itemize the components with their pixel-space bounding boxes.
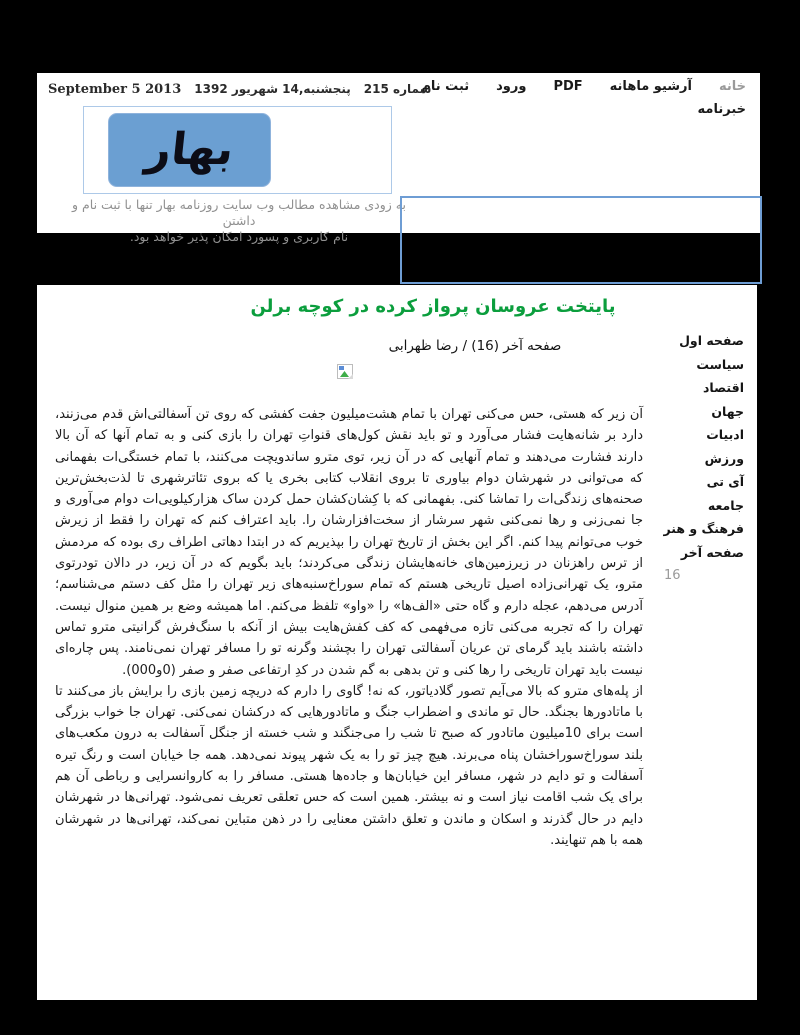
sidebar-item-front-page[interactable]: صفحه اول — [679, 333, 744, 348]
date-bar — [48, 82, 431, 97]
date-persian: پنجشنبه,14 شهریور 1392 — [194, 82, 351, 96]
article-paragraph: آن زیر که هستی، حس می‌کنی تهران با تمام هشت‌میلیون جفت کفشی که روی تن آسفالتی‌اش قدم می‌زنند، دارد بر شانه‌هایت فشار می‌آورد و تو باید نقش کول‌های قنواتِ تهران را بازی کنی و به تمام آنها که آن بالا دارند فشارت می‌دهند و تمام آنهایی که در آن زیر، توی مترو ساندویچت می‌کنند، با تمام خستگی‌ات بفهمانی که می‌توانی در شهرشان دوام بیاوری تا بروی انقلاب کتابی بخری یا که بروی تئاترشهری تا لذت‌بخش‌ترین صحنه‌های زندگی‌ات را تماشا کنی. بفهمانی که با کِشان‌کشان حمل کردن ساک هزارکیلویی‌ات دوام می‌آوری و جا نمی‌زنی و رها نمی‌کنی شهر سرشار از سخت‌افزارشان را. باید اعتراف کنم که تهران را فقط از زیرش خوب می‌توانم پیدا کنم. اگر این بخش از تاریخ تهران را بپذیریم که در ابتدا دهاتی اطراف ری بوده که مردمش از ترس راهزنان در زیرزمین‌های خانه‌هایشان زندگی می‌کردند؛ باید بگویم که در آن زیر، در دالان تودرتوی مترو، یک تهرانی‌زاده اصیل تاریخی هستم که تمام سوراخ‌سنبه‌های زیر تهران را مثل کف دستم می‌شناسم؛ آدرس می‌دهم، عجله دارم و گاه حتی «الف‌ها» را «واو» تلفظ می‌کنم. اما همیشه وضع بر همین منوال نیست. تهران را که تجربه می‌کنی تازه می‌فهمی که کف کفش‌هایت بیش از آنکه با سنگ‌فرش گرانیتی مترو تماس داشته باشند باید گرمای تن عریان آسفالتی تهران را بچشند وگرنه تو را مسافر تهران نمی‌نامند. پس چاره‌ای نیست باید تهران تاریخی را رها کنی و تن بدهی به گم شدن در کدِ ارتفاعی صفر و صفر (0و000). — [55, 407, 643, 678]
sidebar-page-number: 16 — [664, 568, 681, 583]
empty-overlay-frame — [400, 196, 762, 284]
registration-notice-line1: به زودی مشاهده مطالب وب سایت روزنامه بهار تنها با ثبت نام و داشتن — [72, 197, 406, 228]
sidebar-item-culture-art[interactable]: فرهنگ و هنر — [663, 521, 744, 536]
nav-login[interactable]: ورود — [496, 79, 527, 94]
bahar-logo-text: بهار — [143, 124, 236, 175]
article-byline: صفحه آخر (16) / رضا ظهرابی — [388, 338, 562, 354]
sidebar-item-economy[interactable]: اقتصاد — [703, 380, 744, 395]
registration-notice — [55, 197, 423, 245]
sidebar-item-politics[interactable]: سیاست — [696, 356, 744, 372]
section-menu — [634, 329, 744, 588]
broken-image-icon — [337, 364, 354, 381]
top-nav — [421, 79, 746, 94]
article-paragraph: از پله‌های مترو که بالا می‌آیم تصور گلادیاتور، که نه! گاوی را دارم که دریچه زمین بازی را برایش باز می‌کنند تا با ماتادورها بجنگد. حال تو ماندی و اضطراب جنگ و ماتادورهایی که درکشان نمی‌کنی. تهران جا خواب بزرگی است برای 10میلیون ماتادور که صبح تا شب را می‌جنگند و شب خسته از جنگل آسفالت به درون مکعب‌های بلند سوراخ‌سوراخشان پناه می‌برند. هیچ چیز تو را به یک شهر پیوند نمی‌دهد. همه جا خیابان است و رنگ تیره آسفالت و تو دایم در شهر، مسافر این خیابان‌ها و جاده‌ها هستی. مسافر را به کاروانسرایی و رباطی آن هم برای یک شب اقامت نیاز است و نه بیشتر. همین است که حس تعلقی تعریف نمی‌شود. تهرانی‌ها در شهرشان دایم در حال گذرند و اسکان و ماندن و تعلق داشتن معنایی را در ذهن متباین نمی‌کند، تهرانی‌ها در شهرشان همه با هم تنهایند. — [55, 683, 643, 848]
article-title: پایتخت عروسان پرواز کرده در کوچه برلن — [250, 296, 616, 317]
date-gregorian: September 5 2013 — [48, 82, 182, 97]
bahar-logo[interactable] — [108, 113, 271, 187]
sidebar-item-literature[interactable]: ادبیات — [706, 427, 744, 442]
nav-home[interactable]: خانه — [718, 79, 746, 94]
sidebar-item-world[interactable]: جهان — [711, 403, 744, 419]
sidebar-item-last-page[interactable]: صفحه آخر — [680, 544, 744, 560]
sidebar-item-it[interactable]: آی تی — [706, 474, 744, 489]
article-body — [55, 404, 643, 851]
nav-register[interactable]: ثبت نام — [421, 79, 470, 94]
sidebar-item-society[interactable]: جامعه — [707, 497, 744, 513]
issue-number: شماره 215 — [363, 82, 432, 96]
nav-pdf[interactable]: PDF — [553, 79, 583, 94]
nav-monthly-archive[interactable]: آرشیو ماهانه — [609, 79, 692, 94]
logo-frame — [83, 106, 392, 194]
sidebar-item-sports[interactable]: ورزش — [704, 450, 744, 466]
nav-newsletter[interactable]: خبرنامه — [697, 102, 746, 117]
article-panel — [37, 285, 757, 1000]
registration-notice-line2: نام کاربری و پسورد امکان پذیر خواهد بود. — [129, 229, 349, 244]
